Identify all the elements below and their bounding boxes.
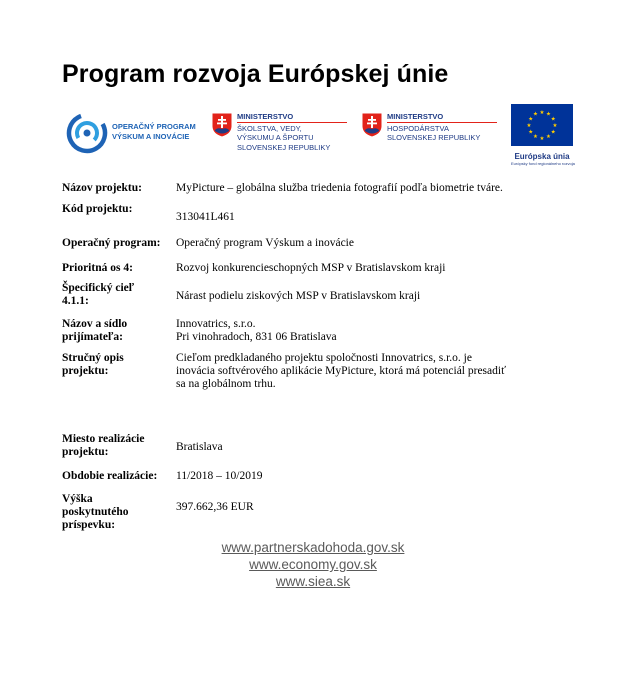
eu-star-icon: ★ xyxy=(528,116,534,123)
eu-star-icon: ★ xyxy=(528,129,534,136)
eu-star-icon: ★ xyxy=(533,111,538,118)
value-program: Operačný program Výskum a inovácie xyxy=(176,237,354,249)
eu-star-icon: ★ xyxy=(552,122,558,129)
value-project-name: MyPicture – globálna služba triedenia fotografií podľa biometrie tváre. xyxy=(176,182,503,194)
value-place: Bratislava xyxy=(176,441,223,453)
op-logo-line1: OPERAČNÝ PROGRAM xyxy=(112,122,196,131)
eu-logo xyxy=(511,104,573,166)
ministry1-heading: MINISTERSTVO xyxy=(237,112,294,121)
value-period: 11/2018 – 10/2019 xyxy=(176,470,263,482)
value-priority: Rozvoj konkurencieschopných MSP v Bratislavskom kraji xyxy=(176,262,446,274)
label-amount-1: Výška xyxy=(62,493,93,505)
ministry1-line2: VÝSKUMU A ŠPORTU xyxy=(237,133,314,142)
ministry2-heading: MINISTERSTVO xyxy=(387,112,444,121)
ministry1-line3: SLOVENSKEJ REPUBLIKY xyxy=(237,142,331,152)
eu-star-icon: ★ xyxy=(550,129,556,136)
label-recipient-1: Názov a sídlo xyxy=(62,318,128,330)
label-project-code: Kód projektu: xyxy=(62,203,133,215)
label-desc-1: Stručný opis xyxy=(62,352,124,364)
eu-star-icon: ★ xyxy=(550,116,556,123)
value-recipient-name: Innovatrics, s.r.o. xyxy=(176,318,256,330)
label-project-name: Názov projektu: xyxy=(62,182,142,194)
link-economy[interactable]: www.economy.gov.sk xyxy=(249,557,377,572)
label-desc-2: projektu: xyxy=(62,365,109,377)
value-desc-line1: Cieľom predkladaného projektu spoločnosti Innovatrics, s.r.o. je xyxy=(176,352,472,364)
link-siea[interactable]: www.siea.sk xyxy=(275,574,351,589)
value-amount: 397.662,36 EUR xyxy=(176,501,254,513)
label-goal-2: 4.1.1: xyxy=(62,295,89,307)
label-program: Operačný program: xyxy=(62,237,161,249)
value-recipient-address: Pri vinohradoch, 831 06 Bratislava xyxy=(176,331,337,343)
label-place-2: projektu: xyxy=(62,446,109,458)
eu-star-icon: ★ xyxy=(546,134,551,141)
label-amount-2: poskytnutého xyxy=(62,506,129,518)
label-period: Obdobie realizácie: xyxy=(62,470,158,482)
ministry2-line2: SLOVENSKEJ REPUBLIKY xyxy=(387,133,481,142)
eu-star-icon: ★ xyxy=(526,122,532,129)
eu-star-icon: ★ xyxy=(539,109,545,116)
value-desc-line2: inovácia softvérového aplikácie MyPicture, ktorá má potenciál presadiť xyxy=(176,365,506,377)
eu-star-icon: ★ xyxy=(539,135,545,142)
label-place-1: Miesto realizácie xyxy=(62,433,145,445)
eu-flag-icon xyxy=(511,104,573,146)
page-title: Program rozvoja Európskej únie xyxy=(62,60,449,88)
value-project-code: 313041L461 xyxy=(176,211,235,223)
footer-links xyxy=(0,539,626,590)
link-partnerskadohoda[interactable]: www.partnerskadohoda.gov.sk xyxy=(221,540,405,555)
eu-star-icon: ★ xyxy=(533,134,538,141)
label-goal-1: Špecifický cieľ xyxy=(62,282,135,294)
label-priority: Prioritná os 4: xyxy=(62,262,133,274)
slovak-coat-of-arms-icon xyxy=(211,112,233,138)
label-amount-3: príspevku: xyxy=(62,519,116,531)
ministry2-line1: HOSPODÁRSTVA xyxy=(387,123,449,133)
op-vi-logo-icon xyxy=(66,112,108,154)
value-goal: Nárast podielu ziskových MSP v Bratislavskom kraji xyxy=(176,290,421,302)
ministry1-line1: ŠKOLSTVA, VEDY, xyxy=(237,123,302,133)
label-recipient-2: prijímateľa: xyxy=(62,331,123,343)
op-logo-line2: VÝSKUM A INOVÁCIE xyxy=(112,132,190,141)
eu-star-icon: ★ xyxy=(546,111,551,118)
eu-subcaption: Európsky fond regionálneho rozvoja xyxy=(511,161,575,166)
ministry1-divider xyxy=(237,122,347,123)
ministry2-divider xyxy=(387,122,497,123)
value-desc-line3: sa na globálnom trhu. xyxy=(176,378,276,390)
eu-caption: Európska únia xyxy=(514,152,570,161)
slovak-coat-of-arms-icon xyxy=(361,112,383,138)
logo-strip xyxy=(0,100,626,170)
